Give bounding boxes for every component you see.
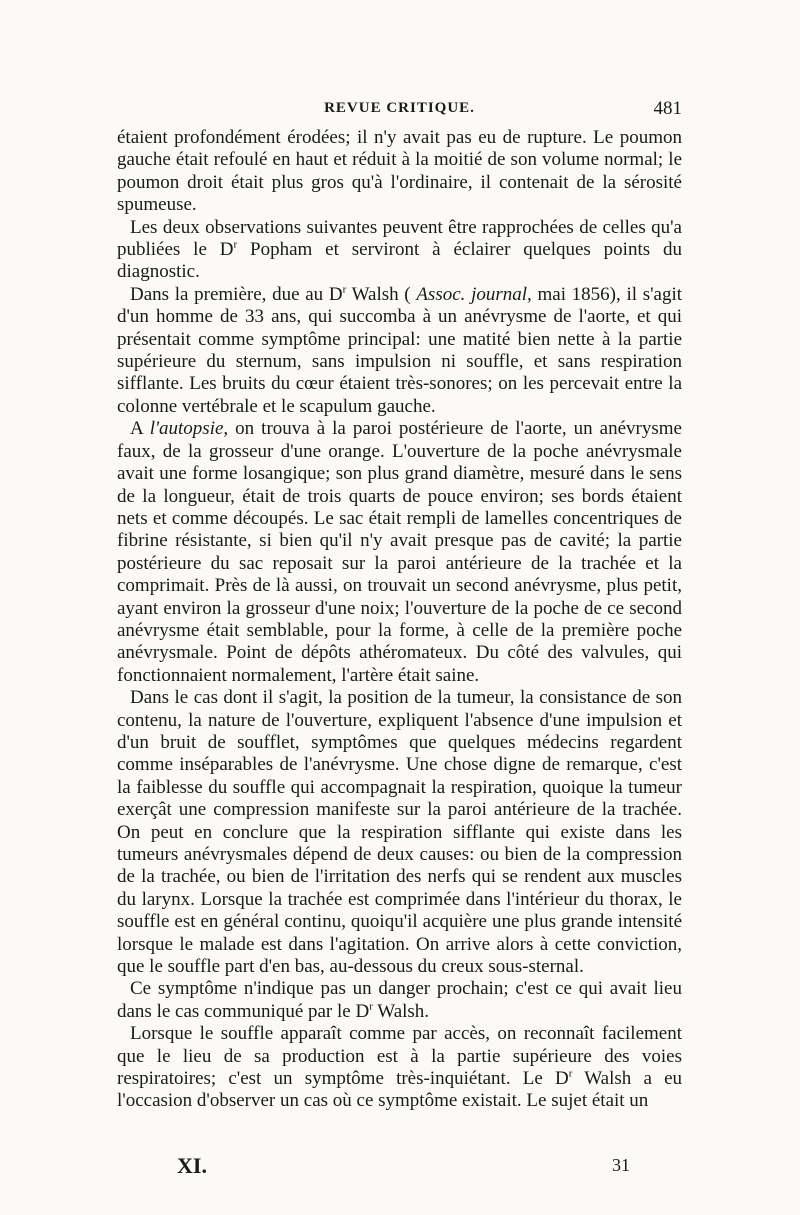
signature-mark: XI. <box>177 1153 207 1178</box>
superscript: r <box>568 1067 573 1080</box>
running-title: REVUE CRITIQUE. <box>324 100 475 116</box>
text-run: A <box>130 418 150 440</box>
paragraph <box>117 418 682 687</box>
text-run: étaient profondément érodées; il n'y avait pas eu de rupture. Le poumon gauche était refoulé en haut et réduit à la moitié de son volume normal; le poumon droit était plus gros qu'à l'ordinaire, il contenait de la sérosité spumeuse. <box>117 127 682 216</box>
italic-text: l'autopsie, <box>149 418 229 440</box>
text-run: Les deux observations suivantes peuvent être rapprochées de celles qu'a publiées le D <box>117 216 682 261</box>
page-number: 481 <box>653 98 682 119</box>
paragraph <box>117 1023 682 1113</box>
paragraph <box>117 217 682 284</box>
superscript: r <box>233 238 238 251</box>
page-footer <box>177 1153 630 1179</box>
paragraph <box>117 127 682 217</box>
body-text <box>117 127 682 1113</box>
paragraph <box>117 687 682 978</box>
text-run: Lorsque le souffle apparaît comme par accès, on reconnaît facilement que le lieu de sa production est à la partie supérieure des voies respiratoires; c'est un symptôme très-inquiétant. Le D <box>117 1023 682 1090</box>
paragraph <box>117 284 682 418</box>
text-run: Dans le cas dont il s'agit, la position de la tumeur, la consistance de son contenu, la nature de l'ouverture, expliquent l'absence d'une impulsion et d'un bruit de soufflet, symptômes que quelques médecins regardent comme inséparables de l'anévrysme. Une chose digne de remarque, c'est la faiblesse du souffle qui accompagnait la respiration, quoique la tumeur exerçât une compression manifeste sur la paroi antérieure de la trachée. On peut en conclure que la respiration sifflante qui existe dans les tumeurs anévrysmales dépend de deux causes: ou bien de la compression de la trachée, ou bien de l'irritation des nerfs qui se rendent aux muscles du larynx. Lorsque la trachée est comprimée dans l'intérieur du thorax, le souffle est en général continu, quoiqu'il acquière une plus grande intensité lorsque le malade est dans l'agitation. On arrive alors à cette conviction, que le souffle part d'en bas, au-dessous du creux sous-sternal. <box>117 687 682 978</box>
text-run: mai 1856), il s'agit d'un homme de 33 ans, qui succomba à un anévrysme de l'aorte, et qui présentait comme symptôme principal: une matité bien nette à la partie supérieure du sternum, sans impulsion ni souffle, et sans respiration sifflante. Les bruits du cœur étaient très-sonores; on les percevait entre la colonne vertébrale et le scapulum gauche. <box>117 283 683 417</box>
superscript: r <box>369 1000 373 1013</box>
text-run: Dans la première, due au D <box>130 283 343 305</box>
text-run: on trouva à la paroi postérieure de l'aorte, un anévrysme faux, de la grosseur d'une orange. L'ouverture de la poche anévrysmale avait une forme losangique; son plus grand diamètre, mesuré dans le sens de la longueur, était de trois quarts de pouce environ; ses bords étaient nets et comme découpés. Le sac était rempli de lamelles concentriques de fibrine résistante, si bien qu'il n'y avait presque pas de cavité; la partie postérieure du sac reposait sur la paroi antérieure de la trachée et la comprimait. Près de là aussi, on trouvait un second anévrysme, plus petit, ayant environ la grosseur d'une noix; l'ouverture de la poche de ce second anévrysme était semblable, pour la forme, à celle de la première poche anévrysmale. Point de dépôts athéromateux. Du côté des valvules, qui fonctionnaient normalement, l'artère était saine. <box>117 418 682 686</box>
sheet-number: 31 <box>612 1155 630 1175</box>
paragraph <box>117 978 682 1023</box>
text-run: Walsh ( <box>346 283 417 305</box>
superscript: r <box>342 283 347 296</box>
italic-text: Assoc. journal, <box>416 283 532 305</box>
text-run: Ce symptôme n'indique pas un danger prochain; c'est ce qui avait lieu dans le cas communiqué par le D <box>117 978 682 1022</box>
text-run: Walsh. <box>372 1000 430 1022</box>
text-run: Popham et serviront à éclairer quelques points du diagnostic. <box>117 239 682 283</box>
running-header <box>117 98 682 122</box>
text-run: Walsh a eu l'occasion d'observer un cas où ce symptôme existait. Le sujet était un <box>117 1068 683 1112</box>
